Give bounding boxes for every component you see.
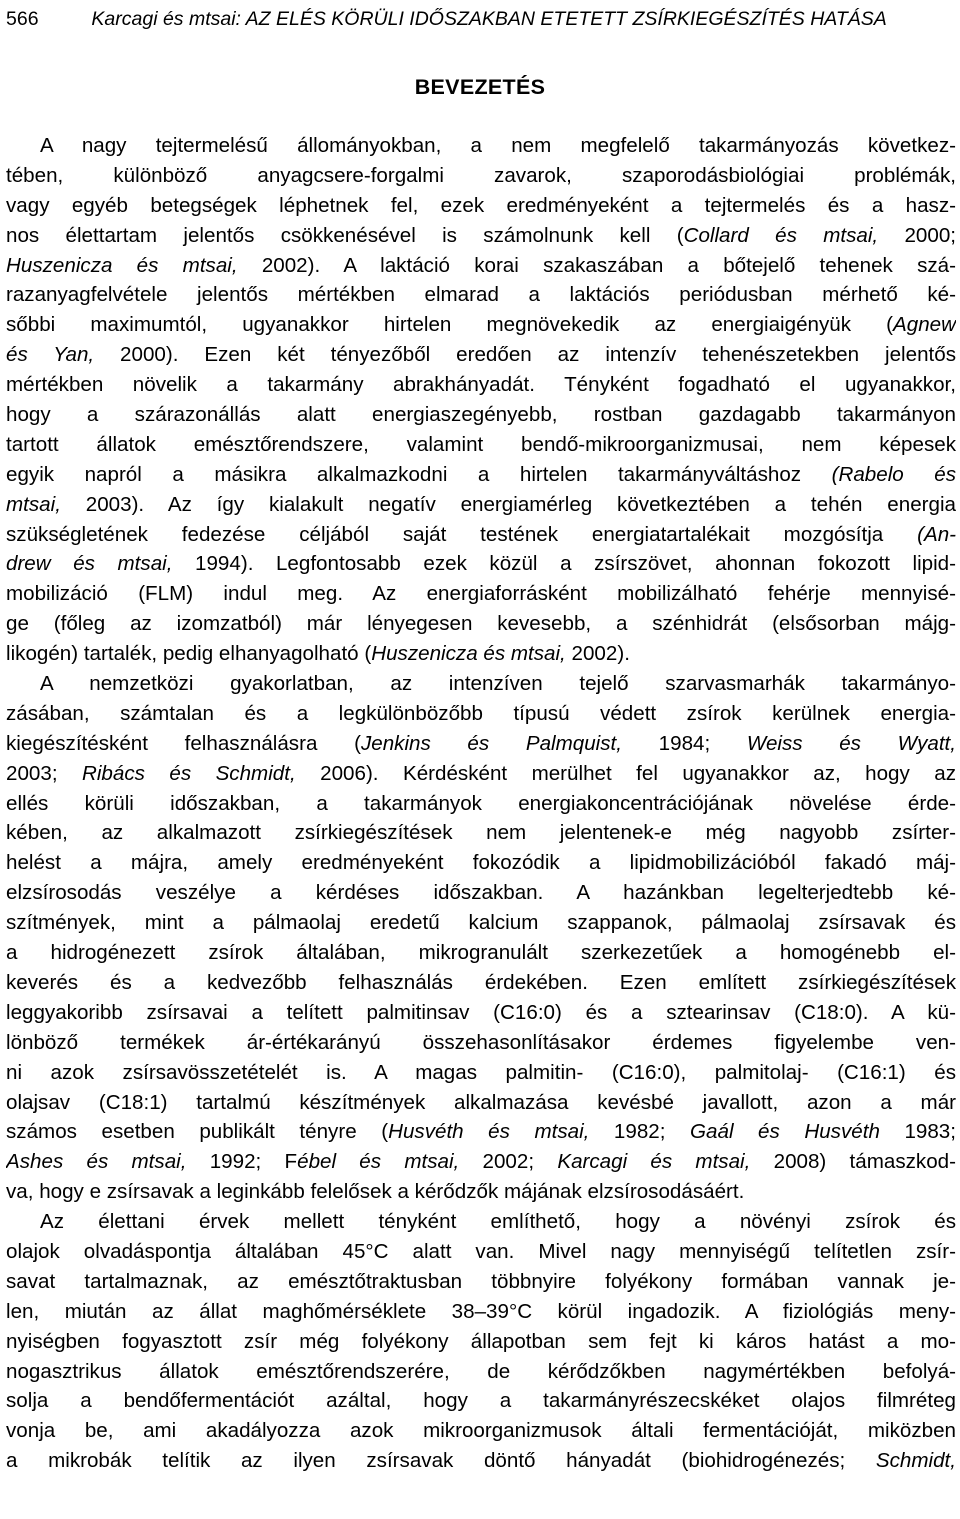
text-line: olajsav (C18:1) tartalmú készítmények alkalmazása kevésbé javallott, azon a már	[6, 1090, 956, 1114]
text-line: a hidrogénezett zsírok általában, mikrogranulált szerkezetűek a homogénebb el-	[6, 941, 956, 965]
text-line: szítmények, mint a pálmaolaj eredetű kalcium szappanok, pálmaolaj zsírsavak és	[6, 911, 956, 935]
text-line: kében, az alkalmazott zsírkiegészítések nem jelentenek-e még nagyobb zsírter-	[6, 821, 956, 845]
text-line: elzsírosodás veszélye a kérdéses időszakban. A hazánkban legelterjedtebb ké-	[6, 881, 956, 905]
text-line: helést a májra, amely eredményeként fokozódik a lipidmobilizációból fakadó máj-	[6, 851, 956, 875]
text-line: keverés és a kedvezőbb felhasználás érdekében. Ezen említett zsírkiegészítések	[6, 970, 956, 994]
section-heading: BEVEZETÉS	[414, 75, 546, 99]
text-line: a mikrobák telítik az ilyen zsírsavak döntő hányadát (biohidrogénezés; Schmidt,	[6, 1449, 956, 1473]
text-line: drew és mtsai, 1994). Legfontosabb ezek közül a zsírszövet, ahonnan fokozott lipid-	[6, 552, 956, 576]
body-text	[6, 131, 956, 1476]
text-line: mobilizáció (FLM) indul meg. Az energiaforrásként mobilizálható fehérje mennyisé-	[6, 582, 956, 606]
text-line: likogén) tartalék, pedig elhanyagolható (Huszenicza és mtsai, 2002).	[6, 642, 630, 666]
text-line: Huszenicza és mtsai, 2002). A laktáció korai szakaszában a bőtejelő tehenek szá-	[6, 253, 956, 277]
text-line: nogasztrikus állatok emésztőrendszerére, de kérődzőkben nagymértékben befolyá-	[6, 1359, 956, 1383]
text-line: számos esetben publikált tényre (Husvéth és mtsai, 1982; Gaál és Husvéth 1983;	[6, 1120, 956, 1144]
text-line: 2003; Ribács és Schmidt, 2006). Kérdésként merülhet fel ugyanakkor az, hogy az	[6, 761, 956, 785]
text-line: razanyagfelvétele jelentős mértékben elmarad a laktációs periódusban mérhető ké-	[6, 283, 956, 307]
text-line: tartott állatok emésztőrendszere, valamint bendő-mikroorganizmusai, nem képesek	[6, 432, 956, 456]
text-line: és Yan, 2000). Ezen két tényezőből eredően az intenzív tehenészetekben jelentős	[6, 343, 956, 367]
text-line: szükségletének fedezése céljából saját testének energiatartalékait mozgósítja (An-	[6, 522, 956, 546]
text-line: lönböző termékek ár-értékarányú összehasonlításakor érdemes figyelembe ven-	[6, 1030, 956, 1054]
text-line: olajok olvadáspontja általában 45°C alatt van. Mivel nagy mennyiségű telítetlen zsír-	[6, 1239, 956, 1263]
text-line: ni azok zsírsavösszetételét is. A magas palmitin- (C16:0), palmitolaj- (C16:1) és	[6, 1060, 956, 1084]
text-line: A nagy tejtermelésű állományokban, a nem megfelelő takarmányozás következ-	[40, 134, 956, 157]
text-line: vagy egyéb betegségek léphetnek fel, ezek eredményeként a tejtermelés és a hasz-	[6, 193, 956, 217]
text-line: savat tartalmaznak, az emésztőtraktusban többnyire folyékony formában vannak je-	[6, 1269, 956, 1293]
text-line: hogy a szárazonállás alatt energiaszegényebb, rostban gazdagabb takarmányon	[6, 403, 956, 427]
text-line: kiegészítésként felhasználásra (Jenkins és Palmquist, 1984; Weiss és Wyatt,	[6, 731, 956, 755]
running-header-title: Karcagi és mtsai: AZ ELÉS KÖRÜLI IDŐSZAKBAN ETETETT ZSÍRKIEGÉSZÍTÉS HATÁSA	[91, 8, 887, 30]
running-header	[6, 4, 956, 34]
text-line: va, hogy e zsírsavak a leginkább felelősek a kérődzők májának elzsírosodásáért.	[6, 1180, 745, 1204]
text-line: solja a bendőfermentációt azáltal, hogy a takarmányrészecskéket olajos filmréteg	[6, 1389, 956, 1413]
text-line: egyik napról a másikra alkalmazkodni a hirtelen takarmányváltáshoz (Rabelo és	[6, 462, 956, 486]
text-line: ge (főleg az izomzatból) már lényegesen kevesebb, a szénhidrát (elsősorban májg-	[6, 612, 956, 636]
text-line: mértékben növelik a takarmány abrakhányadát. Tényként fogadható el ugyanakkor,	[6, 373, 956, 397]
text-line: Az élettani érvek mellett tényként említhető, hogy a növényi zsírok és	[40, 1210, 956, 1234]
text-line: zásában, számtalan és a legkülönbözőbb típusú védett zsírok kerülnek energia-	[6, 701, 956, 725]
text-line: mtsai, 2003). Az így kialakult negatív energiamérleg következtében a tehén energia	[6, 492, 956, 516]
text-line: ellés körüli időszakban, a takarmányok energiakoncentrációjának növelése érde-	[6, 791, 956, 815]
text-line: tében, különböző anyagcsere-forgalmi zavarok, szaporodásbiológiai problémák,	[6, 163, 956, 187]
page-number: 566	[6, 8, 39, 30]
text-line: Ashes és mtsai, 1992; Fébel és mtsai, 2002; Karcagi és mtsai, 2008) támaszkod-	[6, 1150, 956, 1174]
text-line: A nemzetközi gyakorlatban, az intenzíven tejelő szarvasmarhák takarmányo-	[40, 672, 956, 696]
text-line: leggyakoribb zsírsavai a telített palmitinsav (C16:0) és a sztearinsav (C18:0). A kü-	[6, 1000, 956, 1024]
text-line: nos élettartam jelentős csökkenésével is számolnunk kell (Collard és mtsai, 2000;	[6, 223, 956, 247]
text-line: vonja be, ami akadályozza azok mikroorganizmusok általi fermentációját, miközben	[6, 1419, 956, 1443]
text-line: len, miután az állat maghőmérséklete 38–39°C körül ingadozik. A fiziológiás meny-	[6, 1299, 956, 1323]
text-line: nyiségben fogyasztott zsír még folyékony állapotban sem fejt ki káros hatást a mo-	[6, 1329, 956, 1353]
text-line: sőbbi maximumtól, ugyanakkor hirtelen megnövekedik az energiaigényük (Agnew	[6, 313, 956, 337]
